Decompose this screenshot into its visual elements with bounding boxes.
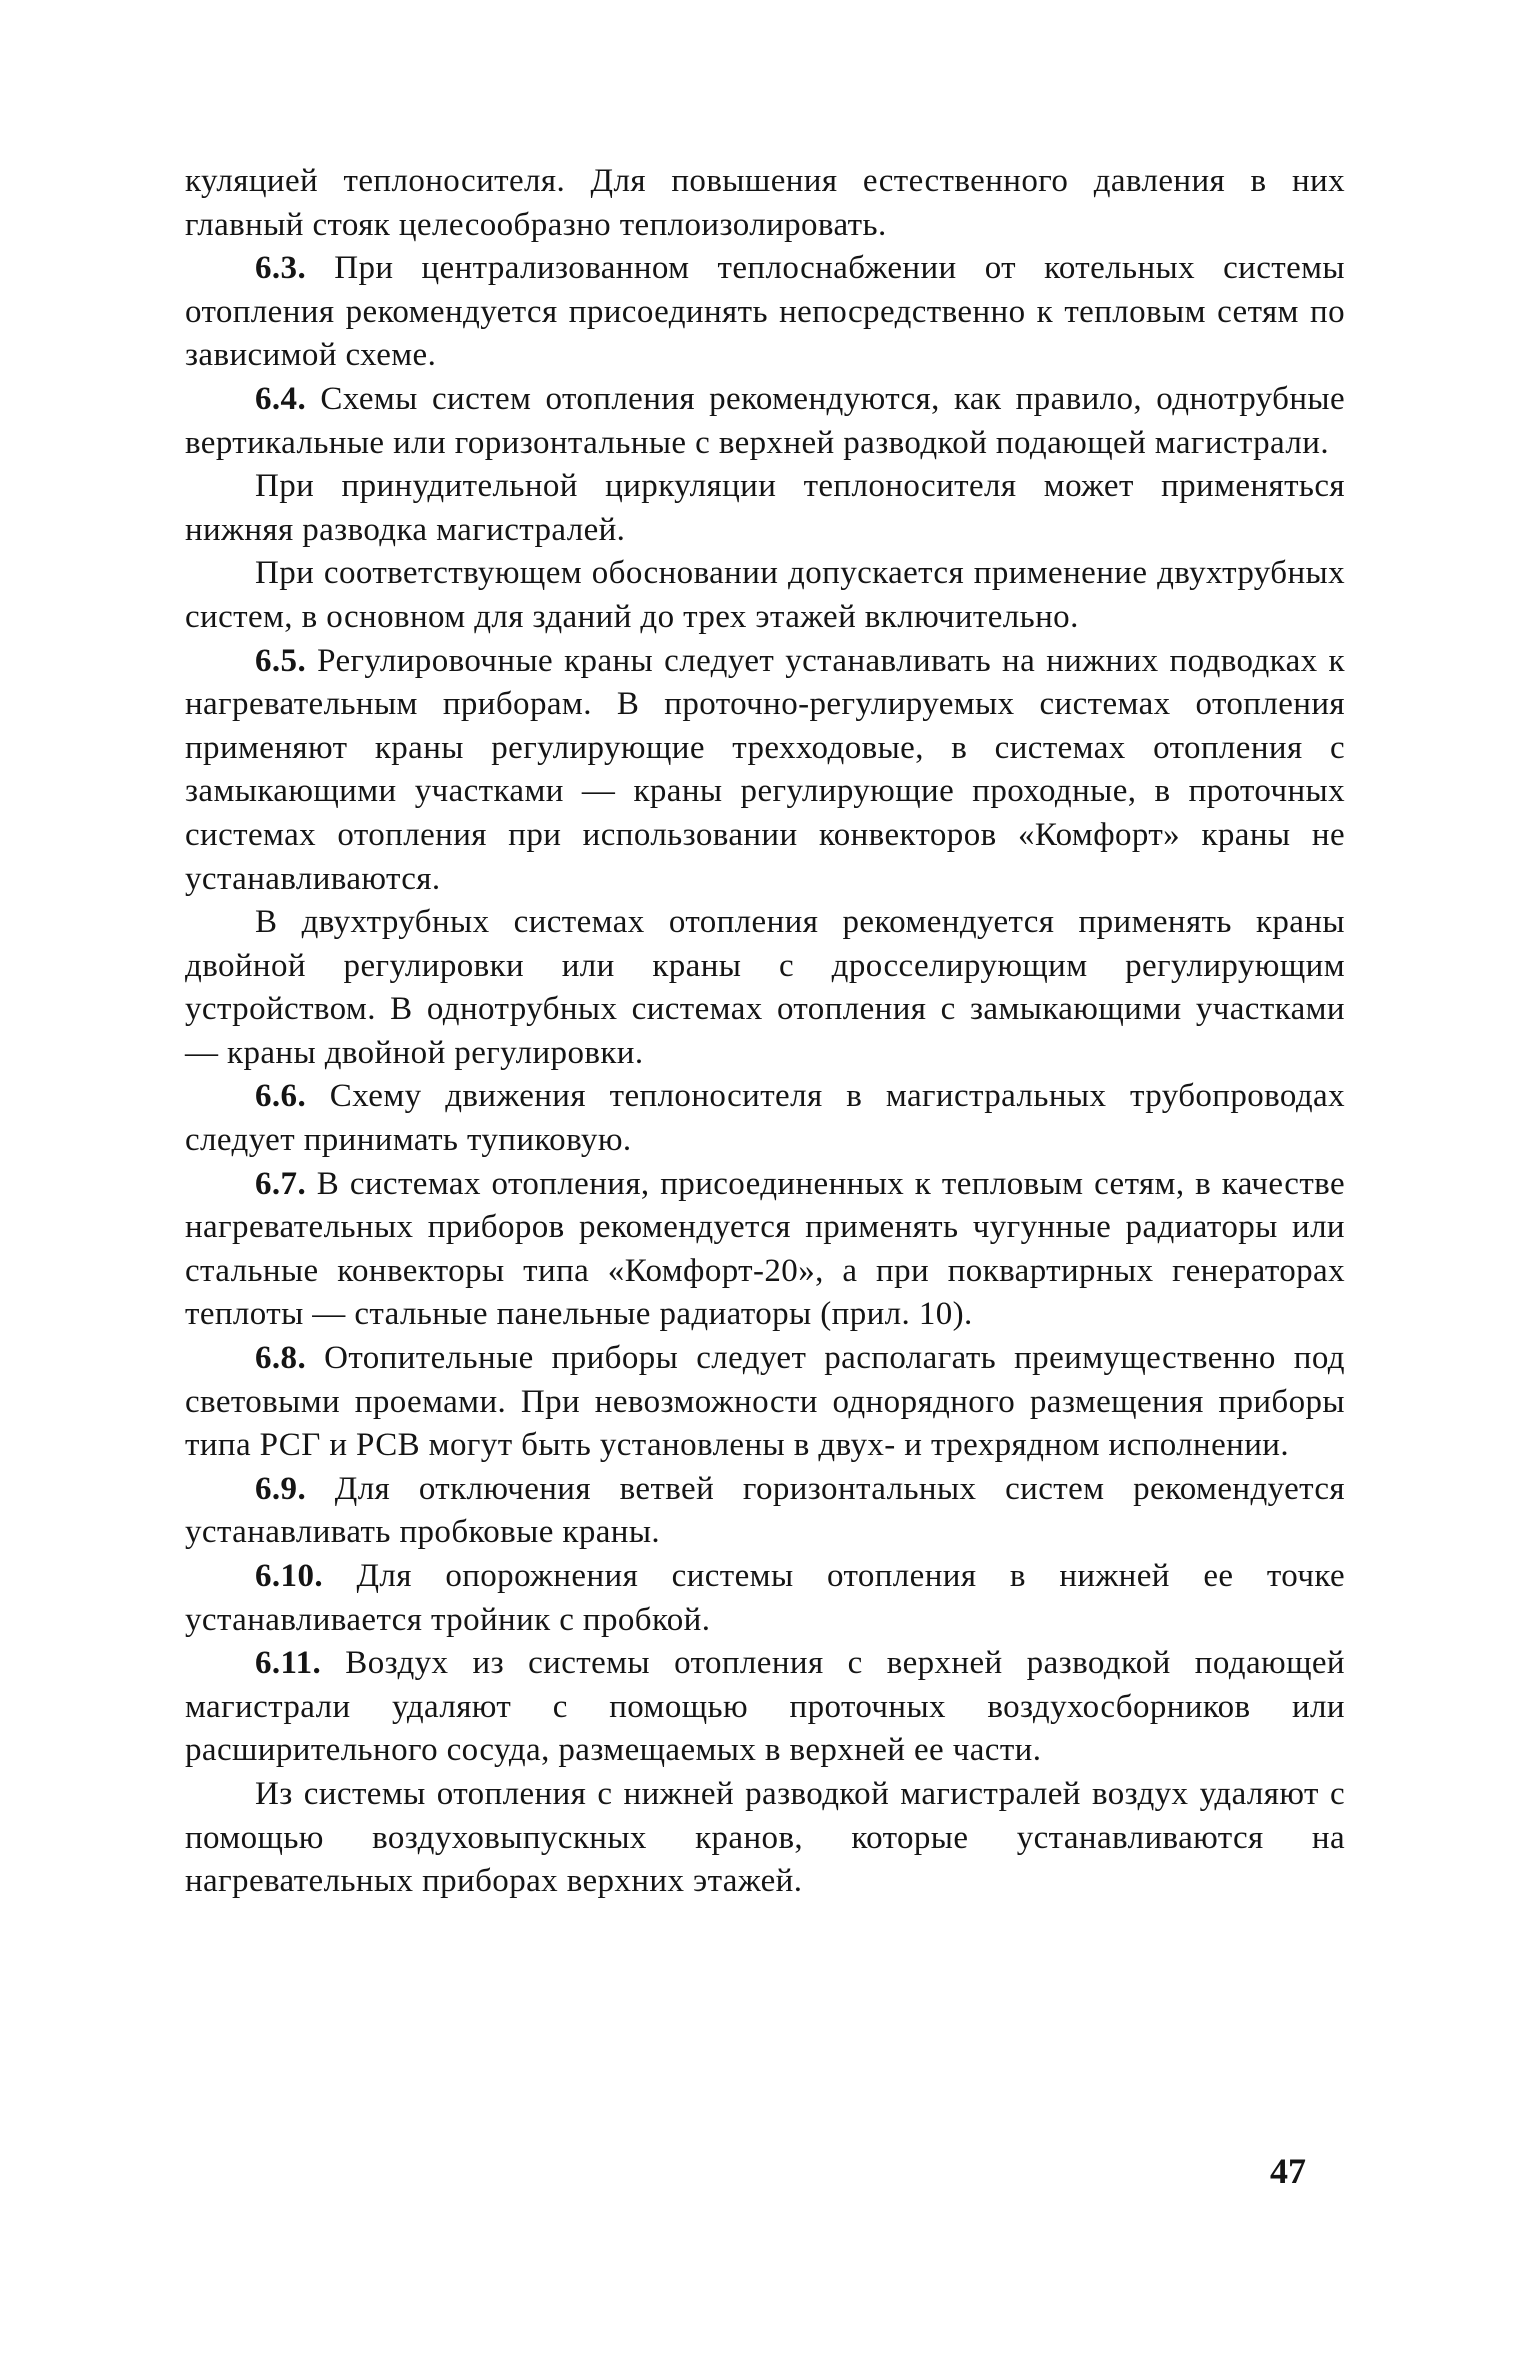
section-number: 6.4. (255, 380, 307, 417)
section-number: 6.9. (255, 1470, 307, 1507)
paragraph-text: Из системы отопления с нижней разводкой магистралей воздух удаляют с помощью воздуховыпускных кранов, которые устанавливаются на нагревательных приборах верхних этажей. (185, 1775, 1345, 1900)
section-number: 6.7. (255, 1165, 307, 1202)
paragraph-6-11 (185, 1642, 1345, 1773)
paragraph-text: При соответствующем обосновании допускается применение двухтрубных систем, в основном для зданий до трех этажей включительно. (185, 555, 1345, 635)
section-number: 6.6. (255, 1078, 307, 1115)
paragraph (185, 901, 1345, 1075)
paragraph-text: Отопительные приборы следует располагать преимущественно под световыми проемами. При невозможности однорядного размещения приборы типа РСГ и РСВ могут быть установлены в двух- и трехрядном исполнении. (185, 1340, 1345, 1464)
paragraph-text: Схемы систем отопления рекомендуются, как правило, однотрубные вертикальные или горизонтальные с верхней разводкой подающей магистрали. (185, 380, 1345, 461)
paragraph-6-7 (185, 1163, 1345, 1337)
paragraph-text: При централизованном теплоснабжении от котельных системы отопления рекомендуется присоединять непосредственно к тепловым сетям по зависимой схеме. (185, 250, 1345, 374)
paragraph-text: При принудительной циркуляции теплоносителя может применяться нижняя разводка магистралей. (185, 468, 1345, 548)
paragraph-6-6 (185, 1075, 1345, 1162)
section-number: 6.5. (255, 642, 307, 679)
paragraph-6-8 (185, 1337, 1345, 1468)
section-number: 6.3. (255, 250, 307, 287)
paragraph-text: Для отключения ветвей горизонтальных систем рекомендуется устанавливать пробковые краны. (185, 1470, 1345, 1551)
paragraph-6-9 (185, 1468, 1345, 1555)
paragraph (185, 552, 1345, 639)
paragraph (185, 160, 1345, 247)
paragraph-6-10 (185, 1555, 1345, 1642)
paragraph-6-3 (185, 247, 1345, 378)
page-body (185, 160, 1345, 1904)
paragraph-text: Воздух из системы отопления с верхней разводкой подающей магистрали удаляют с помощью проточных воздухосборников или расширительного сосуда, размещаемых в верхней ее части. (185, 1645, 1345, 1769)
section-number: 6.10. (255, 1558, 323, 1594)
paragraph-text: В двухтрубных системах отопления рекомендуется применять краны двойной регулировки или краны с дросселирующим регулирующим устройством. В однотрубных системах отопления с замыкающими участками — краны двойной регулировки. (185, 904, 1345, 1071)
paragraph-text: Регулировочные краны следует устанавливать на нижних подводках к нагревательным приборам. В проточно-регулируемых системах отопления применяют краны регулирующие трехходовые, в системах отопления с замыкающими участками — краны регулирующие проходные, в проточных системах отопления при использовании конвекторов «Комфорт» краны не устанавливаются. (185, 642, 1345, 897)
paragraph-text: Для опорожнения системы отопления в нижней ее точке устанавливается тройник с пробкой. (185, 1558, 1345, 1638)
paragraph-6-4 (185, 378, 1345, 465)
paragraph-text: В системах отопления, присоединенных к тепловым сетям, в качестве нагревательных приборов рекомендуется применять чугунные радиаторы или стальные конвекторы типа «Комфорт-20», а при поквартирных генераторах теплоты — стальные панельные радиаторы (прил. 10). (185, 1165, 1345, 1333)
section-number: 6.8. (255, 1340, 307, 1377)
section-number: 6.11. (255, 1645, 322, 1682)
paragraph-text: куляцией теплоносителя. Для повышения естественного давления в них главный стояк целесообразно теплоизолировать. (185, 163, 1345, 243)
paragraph (185, 465, 1345, 552)
paragraph-6-5 (185, 640, 1345, 902)
page-number: 47 (1270, 2151, 1306, 2191)
paragraph (185, 1773, 1345, 1904)
paragraph-text: Схему движения теплоносителя в магистральных трубопроводах следует принимать тупиковую. (185, 1078, 1345, 1159)
